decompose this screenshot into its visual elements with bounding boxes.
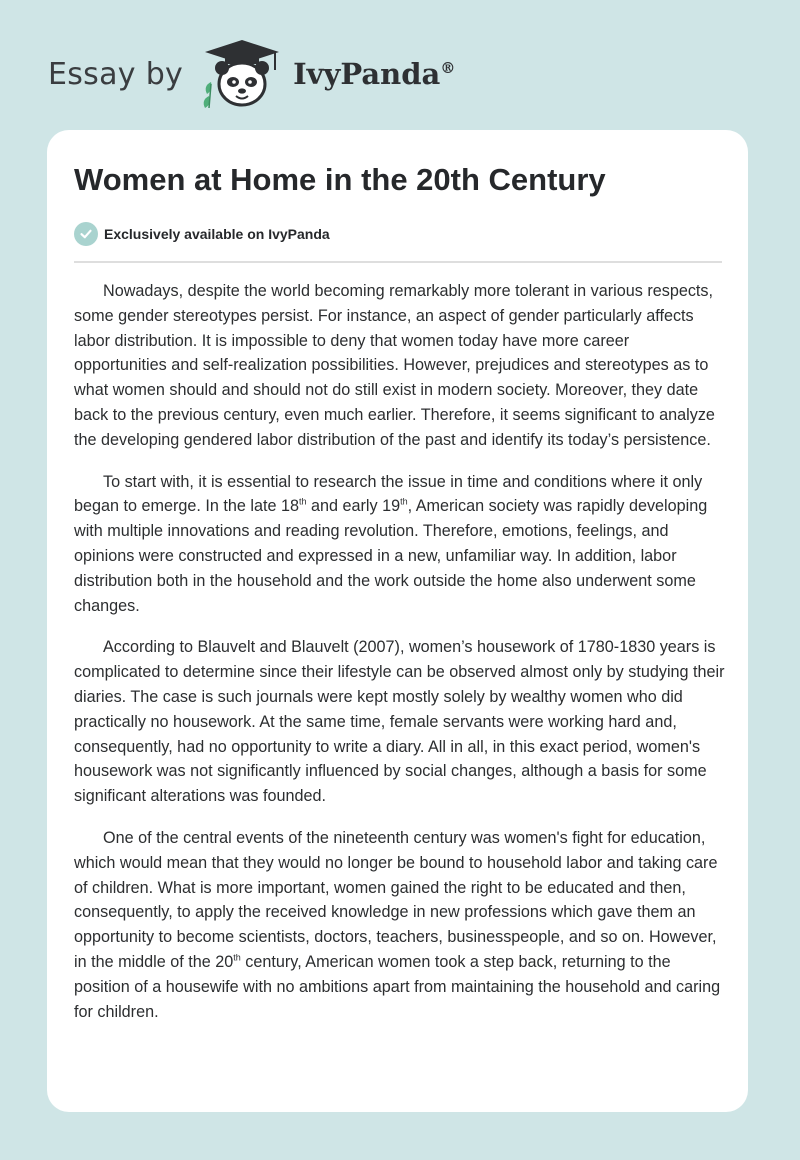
essay-title: Women at Home in the 20th Century [74, 162, 606, 197]
paragraph-2-part-1: To start with, it is essential to research the issue in time and conditions where it only began to emerge. In the late 18 [74, 472, 703, 516]
registered-mark: ® [440, 59, 456, 77]
exclusive-badge [74, 222, 330, 246]
essay-card [47, 130, 748, 1112]
paragraph-4 [74, 826, 726, 1024]
divider [74, 261, 722, 263]
paragraph-4-part-2: century, American women took a step back, returning to the position of a housewife with no ambitions apart from maintaining the household and caring for children. [74, 952, 721, 1021]
site-header [48, 38, 455, 110]
paragraph-2-part-2: and early 19 [306, 497, 401, 516]
panda-graduate-logo-icon [197, 38, 287, 110]
superscript: th [233, 952, 241, 963]
paragraph-2-part-3: , American society was rapidly developing with multiple innovations and reading revolution. Therefore, emotions, feelings, and opinions were constructed and expressed in a new, unfamiliar way. In addition, labor distribution both in the household and the work outside the home also underwent some changes. [74, 497, 708, 615]
essay-by-label: Essay by [48, 56, 184, 92]
essay-body [74, 279, 726, 1041]
exclusive-badge-label: Exclusively available on IvyPanda [104, 226, 330, 242]
superscript: th [400, 496, 408, 507]
paragraph-1: Nowadays, despite the world becoming remarkably more tolerant in various respects, some gender stereotypes persist. For instance, an aspect of gender particularly affects labor distribution. It is impossible to deny that women today have more career opportunities and self-realization possibilities. However, prejudices and stereotypes as to what women should and should not do still exist in modern society. Moreover, they date back to the previous century, even much earlier. Therefore, it seems significant to analyze the developing gendered labor distribution of the past and identify its today’s persistence. [74, 282, 715, 449]
paragraph-4-part-1: One of the central events of the nineteenth century was women's fight for education, which would mean that they would no longer be bound to household labor and taking care of children. What is more important, women gained the right to be educated and then, consequently, to apply the received knowledge in new professions which gave them an opportunity to become scientists, doctors, teachers, businesspeople, and so on. However, in the middle of the 20 [74, 828, 718, 971]
paragraph-2 [74, 470, 726, 619]
brand-label: IvyPanda [293, 57, 441, 91]
check-circle-icon [74, 222, 98, 246]
superscript: th [299, 496, 307, 507]
paragraph-3: According to Blauvelt and Blauvelt (2007), women’s housework of 1780-1830 years is complicated to determine since their lifestyle can be observed almost only by studying their diaries. The case is such journals were kept mostly solely by wealthy women who did practically no housework. At the same time, female servants were working hard and, consequently, had no opportunity to write a diary. All in all, in this exact period, women's housework was not significantly influenced by social changes, although a basis for some significant alterations was founded. [74, 638, 725, 806]
brand-name [293, 57, 455, 91]
